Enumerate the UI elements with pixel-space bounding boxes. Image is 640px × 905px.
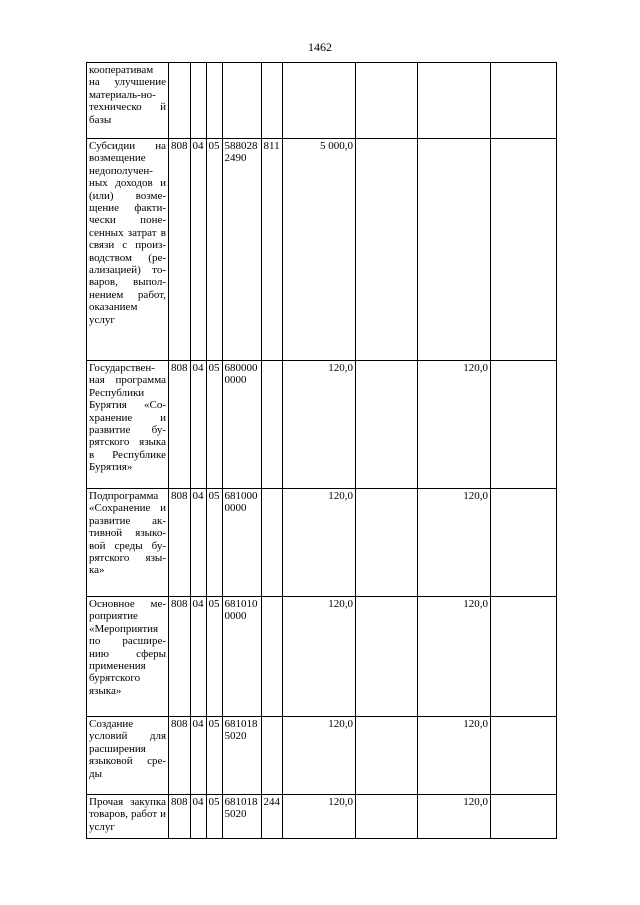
amount-cell-3 <box>418 63 491 139</box>
table-row <box>87 139 557 361</box>
subsection-code-cell: 05 <box>206 139 222 361</box>
table-row <box>87 597 557 717</box>
ministry-code-cell: 808 <box>169 489 191 597</box>
amount-cell-4 <box>491 139 557 361</box>
amount-cell-1: 120,0 <box>283 489 356 597</box>
section-code-cell: 04 <box>190 795 206 839</box>
subsection-code-cell: 05 <box>206 717 222 795</box>
amount-cell-3: 120,0 <box>418 361 491 489</box>
subsection-code-cell <box>206 63 222 139</box>
row-name-cell: Субсидии на возмещение недополучен-ных доходов и (или) возме-щение факти-чески поне-сенных затрат в связи с произ-водством (ре-ализацией) то-варов, выпол-нением работ, оказанием услуг <box>87 139 169 361</box>
section-code-cell: 04 <box>190 361 206 489</box>
ministry-code-cell: 808 <box>169 139 191 361</box>
amount-cell-4 <box>491 489 557 597</box>
expense-type-cell <box>261 597 283 717</box>
expense-type-cell <box>261 489 283 597</box>
section-code-cell: 04 <box>190 597 206 717</box>
row-name-cell: Создание условий для расширения языковой сре-ды <box>87 717 169 795</box>
section-code-cell: 04 <box>190 139 206 361</box>
row-name-cell: Прочая закупка товаров, работ и услуг <box>87 795 169 839</box>
ministry-code-cell: 808 <box>169 361 191 489</box>
target-article-cell: 681000 0000 <box>222 489 261 597</box>
subsection-code-cell: 05 <box>206 795 222 839</box>
amount-cell-2 <box>356 597 418 717</box>
target-article-cell: 681010 0000 <box>222 597 261 717</box>
subsection-code-cell: 05 <box>206 361 222 489</box>
expense-type-cell <box>261 361 283 489</box>
target-article-cell: 681018 5020 <box>222 795 261 839</box>
table-row <box>87 489 557 597</box>
amount-cell-4 <box>491 795 557 839</box>
target-article-cell: 588028 2490 <box>222 139 261 361</box>
ministry-code-cell: 808 <box>169 717 191 795</box>
amount-cell-4 <box>491 63 557 139</box>
expense-type-cell: 811 <box>261 139 283 361</box>
row-name-cell: Подпрограмма «Сохранение и развитие ак-тивной языко-вой среды бу-рятского язы-ка» <box>87 489 169 597</box>
amount-cell-4 <box>491 717 557 795</box>
ministry-code-cell: 808 <box>169 597 191 717</box>
amount-cell-1: 5 000,0 <box>283 139 356 361</box>
amount-cell-1: 120,0 <box>283 597 356 717</box>
expense-type-cell <box>261 63 283 139</box>
row-name-cell: кооперативам на улучшение материаль-но-техническо й базы <box>87 63 169 139</box>
amount-cell-3: 120,0 <box>418 795 491 839</box>
amount-cell-1 <box>283 63 356 139</box>
section-code-cell <box>190 63 206 139</box>
budget-table <box>86 62 557 839</box>
subsection-code-cell: 05 <box>206 597 222 717</box>
ministry-code-cell: 808 <box>169 795 191 839</box>
target-article-cell: 680000 0000 <box>222 361 261 489</box>
amount-cell-4 <box>491 361 557 489</box>
amount-cell-4 <box>491 597 557 717</box>
amount-cell-2 <box>356 795 418 839</box>
expense-type-cell <box>261 717 283 795</box>
amount-cell-2 <box>356 139 418 361</box>
amount-cell-3 <box>418 139 491 361</box>
section-code-cell: 04 <box>190 717 206 795</box>
target-article-cell: 681018 5020 <box>222 717 261 795</box>
amount-cell-1: 120,0 <box>283 361 356 489</box>
amount-cell-3: 120,0 <box>418 597 491 717</box>
row-name-cell: Основное ме-роприятие «Мероприятия по расшире-нию сферы применения бурятского языка» <box>87 597 169 717</box>
amount-cell-2 <box>356 717 418 795</box>
row-name-cell: Государствен-ная программа Республики Бурятия «Со-хранение и развитие бу-рятского языка в Республике Бурятия» <box>87 361 169 489</box>
ministry-code-cell <box>169 63 191 139</box>
subsection-code-cell: 05 <box>206 489 222 597</box>
target-article-cell <box>222 63 261 139</box>
page-number: 1462 <box>308 40 332 54</box>
expense-type-cell: 244 <box>261 795 283 839</box>
table-row <box>87 795 557 839</box>
amount-cell-2 <box>356 489 418 597</box>
amount-cell-1: 120,0 <box>283 795 356 839</box>
table-row <box>87 717 557 795</box>
amount-cell-2 <box>356 63 418 139</box>
amount-cell-2 <box>356 361 418 489</box>
table-row <box>87 361 557 489</box>
amount-cell-1: 120,0 <box>283 717 356 795</box>
amount-cell-3: 120,0 <box>418 717 491 795</box>
table-row <box>87 63 557 139</box>
section-code-cell: 04 <box>190 489 206 597</box>
amount-cell-3: 120,0 <box>418 489 491 597</box>
